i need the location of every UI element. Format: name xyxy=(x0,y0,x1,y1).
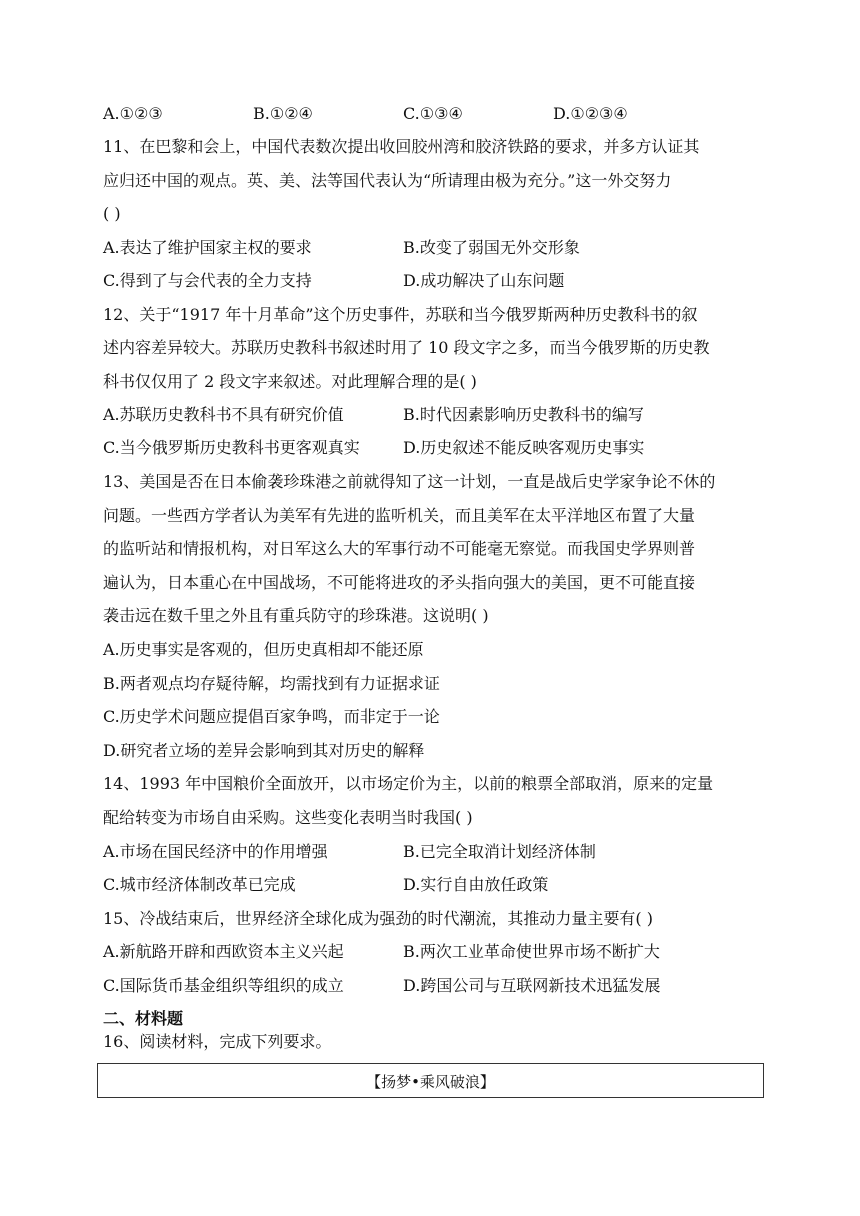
q13-option-d: D.研究者立场的差异会影响到其对历史的解释 xyxy=(103,741,425,760)
q12-stem-line-3: 科书仅仅用了 2 段文字来叙述。对此理解合理的是( ) xyxy=(103,372,477,391)
q10-option-b: B.①②④ xyxy=(253,104,313,123)
q10-option-c: C.①③④ xyxy=(403,104,463,123)
section-heading: 二、材料题 xyxy=(103,1009,184,1028)
q12-stem-line-1: 12、关于“1917 年十月革命”这个历史事件，苏联和当今俄罗斯两种历史教科书的叙 xyxy=(103,305,698,324)
q13-stem-line-3: 的监听站和情报机构，对日军这么大的军事行动不可能毫无察觉。而我国史学界则普 xyxy=(103,539,696,558)
q12-option-d: D.历史叙述不能反映客观历史事实 xyxy=(403,438,645,457)
q11-option-d: D.成功解决了山东问题 xyxy=(403,271,565,290)
q13-option-c: C.历史学术问题应提倡百家争鸣，而非定于一论 xyxy=(103,707,440,726)
q14-option-a: A.市场在国民经济中的作用增强 xyxy=(103,842,328,861)
q12-option-a: A.苏联历史教科书不具有研究价值 xyxy=(103,405,344,424)
q12-option-b: B.时代因素影响历史教科书的编写 xyxy=(403,405,644,424)
q13-option-a: A.历史事实是客观的，但历史真相却不能还原 xyxy=(103,640,424,659)
material-box-title: 【扬梦•乘风破浪】 xyxy=(366,1073,495,1091)
q14-option-c: C.城市经济体制改革已完成 xyxy=(103,875,296,894)
q11-stem-line-3: ( ) xyxy=(103,204,121,223)
q15-stem-line-1: 15、冷战结束后，世界经济全球化成为强劲的时代潮流，其推动力量主要有( ) xyxy=(103,909,653,928)
material-box xyxy=(97,1063,764,1098)
q13-stem-line-1: 13、美国是否在日本偷袭珍珠港之前就得知了这一计划，一直是战后史学家争论不休的 xyxy=(103,472,716,491)
q15-option-b: B.两次工业革命使世界市场不断扩大 xyxy=(403,942,660,961)
q14-stem-line-1: 14、1993 年中国粮价全面放开，以市场定价为主，以前的粮票全部取消，原来的定量 xyxy=(103,774,714,793)
q15-option-a: A.新航路开辟和西欧资本主义兴起 xyxy=(103,942,344,961)
q11-stem-line-2: 应归还中国的观点。英、美、法等国代表认为“所请理由极为充分。”这一外交努力 xyxy=(103,171,672,190)
q13-stem-line-4: 遍认为，日本重心在中国战场，不可能将进攻的矛头指向强大的美国，更不可能直接 xyxy=(103,573,696,592)
q10-option-a: A.①②③ xyxy=(103,104,163,123)
q15-option-d: D.跨国公司与互联网新技术迅猛发展 xyxy=(403,976,661,995)
q14-option-d: D.实行自由放任政策 xyxy=(403,875,549,894)
q13-stem-line-5: 袭击远在数千里之外且有重兵防守的珍珠港。这说明( ) xyxy=(103,606,489,625)
q11-stem-line-1: 11、在巴黎和会上，中国代表数次提出收回胶州湾和胶济铁路的要求，并多方认证其 xyxy=(103,137,700,156)
q11-option-a: A.表达了维护国家主权的要求 xyxy=(103,238,312,257)
q12-option-c: C.当今俄罗斯历史教科书更客观真实 xyxy=(103,438,360,457)
q15-option-c: C.国际货币基金组织等组织的成立 xyxy=(103,976,344,995)
q13-option-b: B.两者观点均存疑待解，均需找到有力证据求证 xyxy=(103,674,440,693)
q13-stem-line-2: 问题。一些西方学者认为美军有先进的监听机关，而且美军在太平洋地区布置了大量 xyxy=(103,506,696,525)
q14-stem-line-2: 配给转变为市场自由采购。这些变化表明当时我国( ) xyxy=(103,808,473,827)
q11-option-b: B.改变了弱国无外交形象 xyxy=(403,238,580,257)
q11-option-c: C.得到了与会代表的全力支持 xyxy=(103,271,312,290)
q14-option-b: B.已完全取消计划经济体制 xyxy=(403,842,596,861)
q10-option-d: D.①②③④ xyxy=(553,104,628,123)
q16-stem: 16、阅读材料，完成下列要求。 xyxy=(103,1032,332,1051)
q12-stem-line-2: 述内容差异较大。苏联历史教科书叙述时用了 10 段文字之多，而当今俄罗斯的历史教 xyxy=(103,338,710,357)
